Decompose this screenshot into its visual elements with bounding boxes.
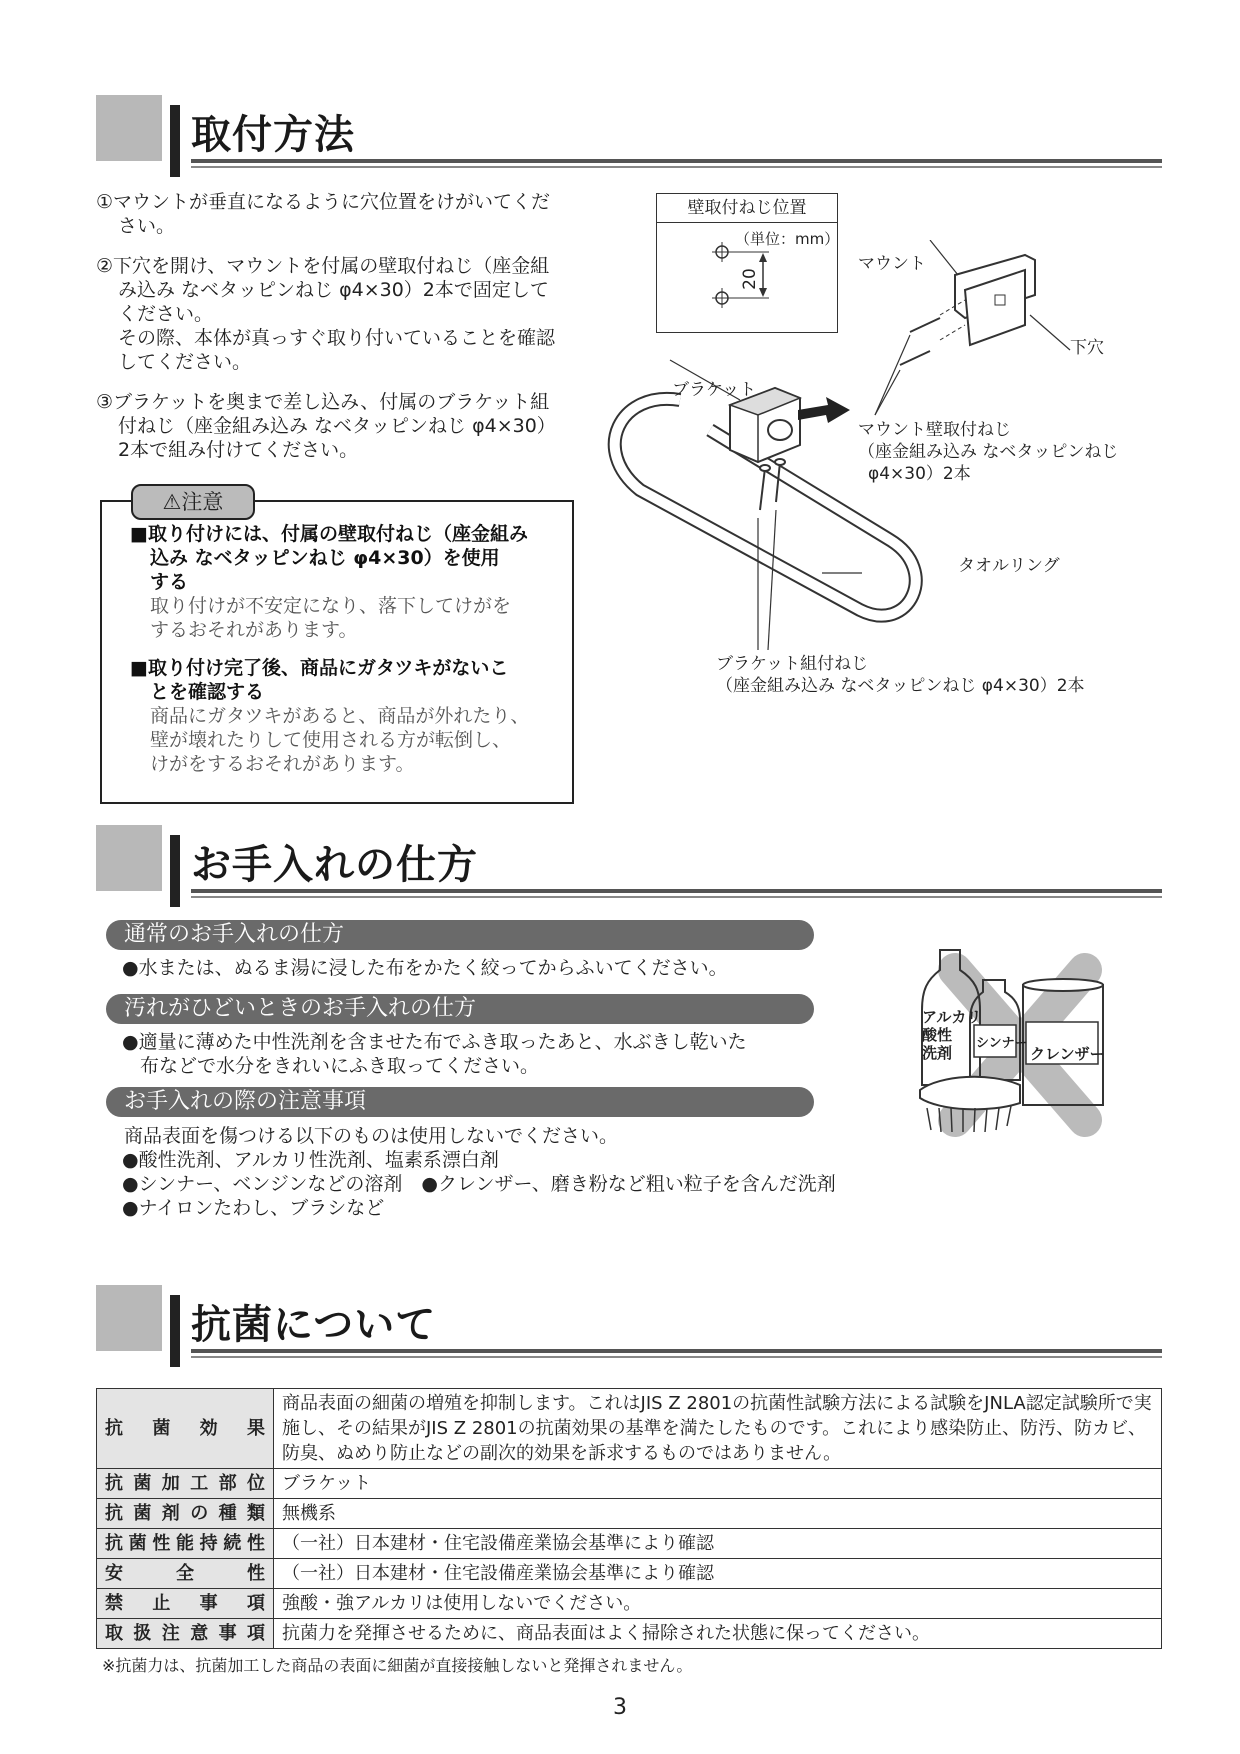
section-title-antibac: 抗菌について — [191, 1302, 437, 1348]
step-text: 2本で組み付けてください。 — [118, 439, 359, 461]
caution-heading: 込み なベタッピンねじ φ4×30）を使用 — [150, 547, 500, 569]
can-label: クレンザー — [1030, 1045, 1105, 1063]
label-bracket-screw: ブラケット組付ねじ — [716, 654, 869, 674]
caution-item-1 — [130, 522, 560, 642]
caution-detail: 壁が壊れたりして使用される方が転倒し、 — [150, 729, 512, 751]
care-normal-text: ●水または、ぬるま湯に浸した布をかたく絞ってからふいてください。 — [122, 957, 728, 979]
header-rule — [191, 889, 1162, 893]
label-towel-ring: タオルリング — [958, 556, 1060, 576]
care-notes-text: 商品表面を傷つける以下のものは使用しないでください。 — [124, 1125, 619, 1147]
header-rule — [191, 896, 1162, 898]
care-dirty-text: ●適量に薄めた中性洗剤を含ませた布でふき取ったあと、水ぶきし乾いた — [122, 1031, 747, 1053]
step-number: ② — [96, 255, 114, 277]
header-bar — [170, 1295, 180, 1367]
antibac-table — [96, 1388, 1162, 1649]
bottle1-label — [922, 1008, 981, 1062]
care-notes-text: ●酸性洗剤、アルカリ性洗剤、塩素系漂白剤 — [122, 1149, 499, 1171]
table-row — [97, 1499, 1162, 1529]
header-square — [96, 825, 162, 891]
caution-heading: ■取り付け完了後、商品にガタツキがないこ — [130, 657, 509, 679]
step-text: ブラケットを奥まで差し込み、付属のブラケット組 — [113, 391, 550, 413]
row-value: （一社）日本建材・住宅設備産業協会基準により確認 — [274, 1529, 1162, 1559]
header-rule — [191, 1349, 1162, 1353]
caution-detail: するおそれがあります。 — [150, 619, 358, 641]
unit-label: （単位：mm） — [735, 230, 840, 248]
table-row — [97, 1389, 1162, 1469]
step-text: 下穴を開け、マウントを付属の壁取付ねじ（座金組 — [113, 255, 550, 277]
step-text: み込み なベタッピンねじ φ4×30）2本で固定して — [118, 279, 549, 301]
caution-heading: とを確認する — [150, 681, 265, 703]
step-text: マウントが垂直になるように穴位置をけがいてくだ — [113, 191, 551, 213]
step-text: その際、本体が真っすぐ取り付いていることを確認 — [118, 327, 556, 349]
row-label: 抗菌加工部位 — [97, 1469, 274, 1499]
label-mount-screw: マウント壁取付ねじ — [858, 420, 1011, 440]
caution-detail: 商品にガタツキがあると、商品が外れたり、 — [150, 705, 530, 727]
row-label: 禁止事項 — [97, 1589, 274, 1619]
table-row — [97, 1469, 1162, 1499]
section-title-install: 取付方法 — [191, 112, 355, 158]
install-step-1 — [96, 190, 606, 238]
label-bracket-screw: （座金組み込み なベタッピンねじ φ4×30）2本 — [716, 676, 1085, 696]
care-normal-header: 通常のお手入れの仕方 — [106, 920, 814, 950]
caution-detail: 取り付けが不安定になり、落下してけがを — [150, 595, 512, 617]
section-header-install — [96, 95, 1162, 177]
header-rule — [191, 1356, 1162, 1358]
row-label: 取扱注意事項 — [97, 1619, 274, 1649]
step-text: さい。 — [118, 215, 176, 237]
row-value: 強酸・強アルカリは使用しないでください。 — [274, 1589, 1162, 1619]
dimension-label: 20 — [739, 268, 760, 290]
row-label: 抗菌効果 — [97, 1389, 274, 1469]
care-dirty-text: 布などで水分をきれいにふき取ってください。 — [140, 1055, 540, 1077]
label-pilot-hole: 下穴 — [1070, 338, 1104, 358]
row-value: 商品表面の細菌の増殖を抑制します。これはJIS Z 2801の抗菌性試験方法による試験をJNLA認定試験所で実施し、その結果がJIS Z 2801の抗菌効果の基準を満たしたものです。これにより感染防止、防汚、防カビ、防臭、ぬめり防止などの副次的効果を訴求するものではありません。 — [274, 1389, 1162, 1469]
row-value: 抗菌力を発揮させるために、商品表面はよく掃除された状態に保ってください。 — [274, 1619, 1162, 1649]
header-rule — [191, 159, 1162, 163]
step-number: ③ — [96, 391, 114, 413]
caution-tab: ⚠注意 — [131, 484, 255, 520]
header-bar — [170, 835, 180, 907]
header-bar — [170, 105, 180, 177]
table-row — [97, 1529, 1162, 1559]
header-square — [96, 1285, 162, 1351]
row-label: 安全性 — [97, 1559, 274, 1589]
header-rule — [191, 166, 1162, 168]
bottle1-label-line: 酸性 — [922, 1026, 953, 1044]
caution-detail: けがをするおそれがあります。 — [150, 753, 415, 775]
step-text: してください。 — [118, 351, 252, 373]
bottle1-label-line: アルカリ — [922, 1008, 982, 1026]
bottle1-label-line: 洗剤 — [922, 1044, 953, 1062]
row-value: （一社）日本建材・住宅設備産業協会基準により確認 — [274, 1559, 1162, 1589]
install-step-2 — [96, 254, 606, 374]
caution-item-2 — [130, 656, 560, 776]
caution-heading: ■取り付けには、付属の壁取付ねじ（座金組み — [130, 523, 528, 545]
label-mount: マウント — [858, 254, 926, 274]
step-text: ください。 — [118, 303, 214, 325]
table-row — [97, 1589, 1162, 1619]
row-label: 抗菌性能持続性 — [97, 1529, 274, 1559]
table-row — [97, 1559, 1162, 1589]
label-bracket: ブラケット — [672, 380, 757, 400]
section-header-care — [96, 825, 1162, 907]
install-step-3 — [96, 390, 606, 462]
step-number: ① — [96, 191, 114, 213]
antibac-footnote: ※抗菌力は、抗菌加工した商品の表面に細菌が直接接触しないと発揮されません。 — [102, 1656, 693, 1675]
section-header-antibac — [96, 1285, 1162, 1367]
header-square — [96, 95, 162, 161]
care-notes-header: お手入れの際の注意事項 — [106, 1087, 814, 1117]
row-value: 無機系 — [274, 1499, 1162, 1529]
care-dirty-header: 汚れがひどいときのお手入れの仕方 — [106, 994, 814, 1024]
table-row — [97, 1619, 1162, 1649]
screw-position-header: 壁取付ねじ位置 — [657, 194, 837, 223]
label-mount-screw: φ4×30）2本 — [868, 464, 971, 484]
care-notes-text: ●シンナー、ベンジンなどの溶剤 ●クレンザー、磨き粉など粗い粒子を含んだ洗剤 — [122, 1173, 836, 1195]
row-label: 抗菌剤の種類 — [97, 1499, 274, 1529]
row-value: ブラケット — [274, 1469, 1162, 1499]
care-notes-text: ●ナイロンたわし、ブラシなど — [122, 1197, 385, 1219]
label-mount-screw: （座金組み込み なベタッピンねじ — [858, 442, 1119, 462]
page-number: 3 — [613, 1695, 627, 1720]
caution-heading: する — [150, 571, 189, 593]
step-text: 付ねじ（座金組み込み なベタッピンねじ φ4×30） — [118, 415, 556, 437]
bottle2-label: シンナー — [976, 1036, 1028, 1051]
section-title-care: お手入れの仕方 — [191, 842, 478, 888]
